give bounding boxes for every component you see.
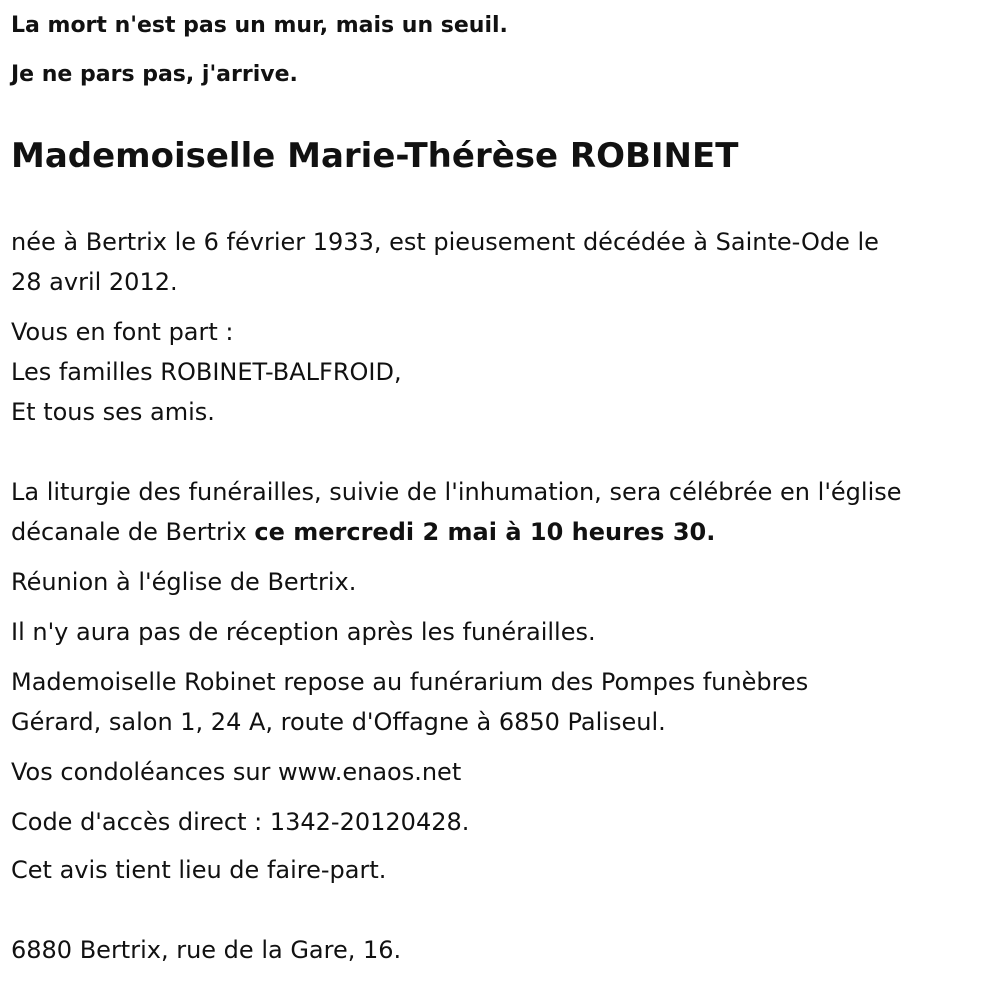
address-line: 6880 Bertrix, rue de la Gare, 16. bbox=[11, 936, 402, 964]
access-code-line: Code d'accès direct : 1342-20120428. bbox=[11, 808, 470, 836]
liturgy-line-2-text: décanale de Bertrix bbox=[11, 518, 255, 546]
birth-death-line-1: née à Bertrix le 6 février 1933, est pieusement décédée à Sainte-Ode le bbox=[11, 228, 879, 256]
deceased-name-title: Mademoiselle Marie-Thérèse ROBINET bbox=[11, 136, 739, 176]
liturgy-date-time: ce mercredi 2 mai à 10 heures 30. bbox=[254, 518, 716, 546]
liturgy-line-1: La liturgie des funérailles, suivie de l'inhumation, sera célébrée en l'église bbox=[11, 478, 902, 506]
birth-death-line-2: 28 avril 2012. bbox=[11, 268, 178, 296]
quote-line-1: La mort n'est pas un mur, mais un seuil. bbox=[11, 13, 508, 38]
liturgy-line-2 bbox=[11, 512, 715, 552]
quote-line-2: Je ne pars pas, j'arrive. bbox=[11, 62, 298, 87]
meeting-place: Réunion à l'église de Bertrix. bbox=[11, 568, 357, 596]
notice-line: Cet avis tient lieu de faire-part. bbox=[11, 856, 387, 884]
funerarium-line-1: Mademoiselle Robinet repose au funérarium des Pompes funèbres bbox=[11, 668, 809, 696]
announcers-families: Les familles ROBINET-BALFROID, bbox=[11, 358, 402, 386]
announcers-friends: Et tous ses amis. bbox=[11, 398, 215, 426]
condolences-line: Vos condoléances sur www.enaos.net bbox=[11, 758, 462, 786]
funerarium-line-2: Gérard, salon 1, 24 A, route d'Offagne à 6850 Paliseul. bbox=[11, 708, 666, 736]
no-reception-note: Il n'y aura pas de réception après les funérailles. bbox=[11, 618, 596, 646]
announcers-intro: Vous en font part : bbox=[11, 318, 234, 346]
